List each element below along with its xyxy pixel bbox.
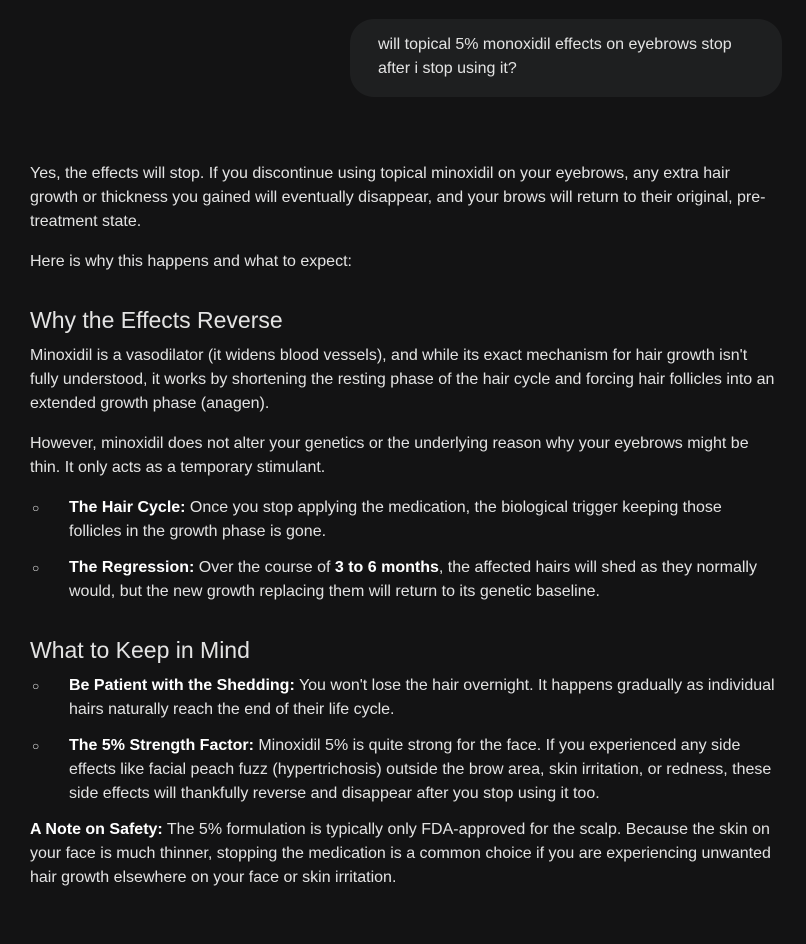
safety-note-label: A Note on Safety: bbox=[30, 821, 163, 838]
bullet-circle-icon: ○ bbox=[32, 501, 40, 515]
user-message-row bbox=[350, 19, 782, 97]
bullet-emphasis: 3 to 6 months bbox=[334, 559, 439, 576]
bullet-circle-icon: ○ bbox=[32, 739, 40, 753]
bullet-text: Over the course of bbox=[194, 559, 335, 576]
user-message-text: will topical 5% monoxidil effects on eyebrows stop after i stop using it? bbox=[378, 36, 732, 77]
bullet-label: The 5% Strength Factor: bbox=[69, 737, 254, 754]
assistant-response bbox=[30, 162, 778, 906]
bullet-circle-icon: ○ bbox=[32, 679, 40, 693]
list-item bbox=[30, 496, 778, 544]
list-item bbox=[30, 734, 778, 806]
response-lead: Here is why this happens and what to expect: bbox=[30, 253, 352, 270]
section1-paragraph-2: However, minoxidil does not alter your genetics or the underlying reason why your eyebrows might be thin. It only acts as a temporary stimulant. bbox=[30, 435, 749, 476]
bullet-circle-icon: ○ bbox=[32, 561, 40, 575]
section2-bullet-list bbox=[30, 674, 778, 806]
bullet-label: The Hair Cycle: bbox=[69, 499, 186, 516]
bullet-text: Once you stop applying the medication, the biological trigger keeping those follicles in the growth phase is gone. bbox=[69, 499, 722, 540]
bullet-text: , the affected hairs will shed as they normally would, but the new growth replacing them will return to its genetic baseline. bbox=[69, 559, 757, 600]
section-heading-keep-in-mind: What to Keep in Mind bbox=[30, 637, 250, 663]
section-heading-why: Why the Effects Reverse bbox=[30, 307, 283, 333]
list-item bbox=[30, 556, 778, 604]
safety-note-text: The 5% formulation is typically only FDA-approved for the scalp. Because the skin on your face is much thinner, stopping the medication is a common choice if you are experiencing unwanted hair growth elsewhere on your face or skin irritation. bbox=[30, 821, 771, 886]
section1-bullet-list bbox=[30, 496, 778, 604]
bullet-label: The Regression: bbox=[69, 559, 195, 576]
user-message-bubble bbox=[350, 19, 782, 97]
safety-note bbox=[30, 818, 778, 890]
list-item bbox=[30, 674, 778, 722]
bullet-text: Minoxidil 5% is quite strong for the face. If you experienced any side effects like facial peach fuzz (hypertrichosis) outside the brow area, skin irritation, or redness, these side effects will thankfully reverse and disappear after you stop using it too. bbox=[69, 737, 772, 802]
bullet-text: You won't lose the hair overnight. It happens gradually as individual hairs naturally reach the end of their life cycle. bbox=[69, 677, 775, 718]
bullet-label: Be Patient with the Shedding: bbox=[69, 677, 295, 694]
section1-paragraph-1: Minoxidil is a vasodilator (it widens blood vessels), and while its exact mechanism for hair growth isn't fully understood, it works by shortening the resting phase of the hair cycle and forcing hair follicles into an extended growth phase (anagen). bbox=[30, 347, 775, 412]
response-intro: Yes, the effects will stop. If you discontinue using topical minoxidil on your eyebrows, any extra hair growth or thickness you gained will eventually disappear, and your brows will return to their original, pre-treatment state. bbox=[30, 165, 766, 230]
